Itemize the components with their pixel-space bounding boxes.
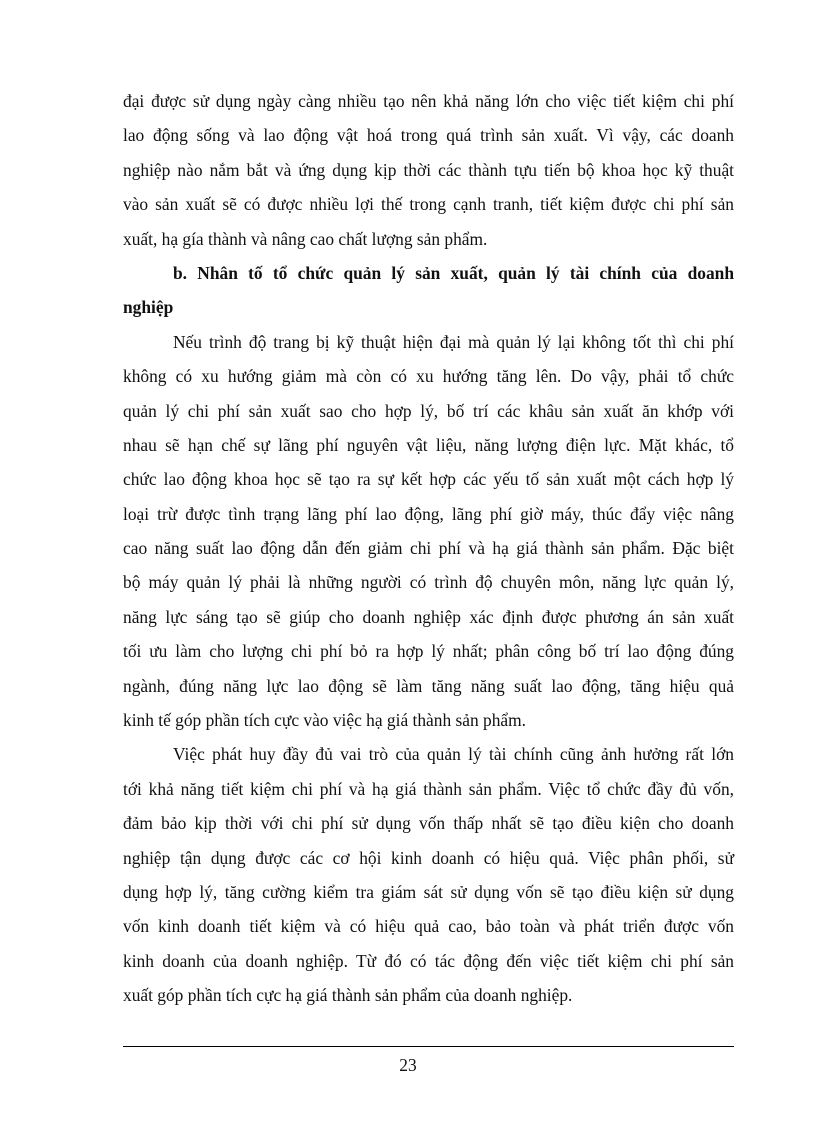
text-line: vốn kinh doanh tiết kiệm và có hiệu quả cao, bảo toàn và phát triển được vốn <box>123 916 734 937</box>
text-line: nghiệp tận dụng được các cơ hội kinh doanh có hiệu quả. Việc phân phối, sử <box>123 847 734 868</box>
text-line: tối ưu làm cho lượng chi phí bỏ ra hợp lý nhất; phân công bố trí lao động đúng <box>123 641 734 662</box>
text-line: Việc phát huy đầy đủ vai trò của quản lý tài chính cũng ảnh hưởng rất lớn <box>173 744 734 765</box>
text-line: đại được sử dụng ngày càng nhiều tạo nên khả năng lớn cho việc tiết kiệm chi phí <box>123 91 734 111</box>
text-line: chức lao động khoa học sẽ tạo ra sự kết hợp các yếu tố sản xuất một cách hợp lý <box>123 469 734 490</box>
text-line: đảm bảo kịp thời với chi phí sử dụng vốn thấp nhất sẽ tạo điều kiện cho doanh <box>123 813 734 834</box>
text-line: lao động sống và lao động vật hoá trong quá trình sản xuất. Vì vậy, các doanh <box>123 125 734 146</box>
text-line: dụng hợp lý, tăng cường kiểm tra giám sát sử dụng vốn sẽ tạo điều kiện sử dụng <box>123 881 734 902</box>
paragraph-management <box>123 325 734 738</box>
text-line: năng lực sáng tạo sẽ giúp cho doanh nghiệp xác định được phương án sản xuất <box>123 606 734 627</box>
text-line: quản lý chi phí sản xuất sao cho hợp lý, bố trí các khâu sản xuất ăn khớp với <box>123 400 734 421</box>
paragraph-continuation <box>123 84 734 256</box>
text-line: loại trừ được tình trạng lãng phí lao động, lãng phí giờ máy, thúc đẩy việc nâng <box>123 503 734 524</box>
page-body <box>123 84 734 1013</box>
text-line: cao năng suất lao động dẫn đến giảm chi phí và hạ giá thành sản phẩm. Đặc biệt <box>123 538 734 559</box>
text-line: không có xu hướng giảm mà còn có xu hướng tăng lên. Do vậy, phải tổ chức <box>123 366 734 387</box>
text-line: ngành, đúng năng lực lao động sẽ làm tăng năng suất lao động, tăng hiệu quả <box>123 675 734 696</box>
section-heading <box>123 256 734 325</box>
text-line: nhau sẽ hạn chế sự lãng phí nguyên vật liệu, năng lượng điện lực. Mặt khác, tổ <box>123 434 734 455</box>
footer-divider <box>123 1046 734 1047</box>
page-number: 23 <box>399 1055 417 1075</box>
text-line: xuất, hạ gía thành và nâng cao chất lượng sản phẩm. <box>123 228 488 249</box>
text-line: bộ máy quản lý phải là những người có trình độ chuyên môn, năng lực quản lý, <box>123 572 734 593</box>
text-line: kinh doanh của doanh nghiệp. Từ đó có tác động đến việc tiết kiệm chi phí sản <box>123 950 734 971</box>
text-line: tới khả năng tiết kiệm chi phí và hạ giá thành sản phẩm. Việc tổ chức đầy đủ vốn, <box>123 778 734 799</box>
section-heading-line: b. Nhân tố tổ chức quản lý sản xuất, quản lý tài chính của doanh <box>173 262 734 283</box>
text-line: Nếu trình độ trang bị kỹ thuật hiện đại mà quản lý lại không tốt thì chi phí <box>173 331 734 352</box>
text-line: nghiệp nào nắm bắt và ứng dụng kịp thời các thành tựu tiến bộ khoa học kỹ thuật <box>123 159 734 180</box>
text-line: xuất góp phần tích cực hạ giá thành sản phẩm của doanh nghiệp. <box>123 985 573 1006</box>
text-line: kinh tế góp phần tích cực vào việc hạ giá thành sản phẩm. <box>123 710 527 731</box>
text-line: vào sản xuất sẽ có được nhiều lợi thế trong cạnh tranh, tiết kiệm được chi phí sản <box>123 194 734 215</box>
paragraph-finance <box>123 737 734 1012</box>
section-heading-line: nghiệp <box>123 297 174 318</box>
